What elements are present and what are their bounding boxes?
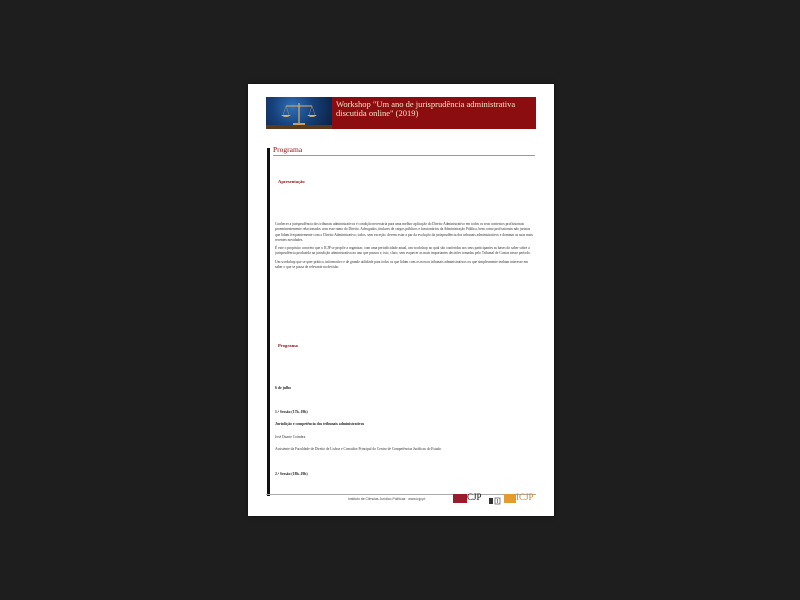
- left-accent-bar: [267, 148, 270, 496]
- cjp-logo: [453, 493, 485, 507]
- apresentacao-heading: Apresentação: [278, 179, 305, 184]
- scales-of-justice-icon: [266, 97, 332, 129]
- cjp-logo-text: CJP: [467, 492, 482, 502]
- session-1-speaker: José Duarte Coimbra: [275, 435, 306, 439]
- icjp-logo-text: ICJP: [516, 492, 534, 502]
- session-1-topic: Jurisdição e competência dos tribunais administrativos: [275, 422, 365, 426]
- program-date: 6 de julho: [275, 386, 292, 390]
- session-2-title: 2.ª Sessão (18h–19h): [275, 472, 308, 476]
- paragraph: Um workshop que se quer prático, informativo e de grande utilidade para todos os que lidam com os nossos tribunais administrativos ou que simplesmente tenham interesse em saber o que se passa de relevante na decisão.: [275, 259, 529, 270]
- header-banner: [266, 97, 536, 129]
- paragraph: Conhecer a jurisprudência dos tribunais administrativos é condição necessária para uma melhor aplicação do Direito Administrativo em todos os seus contextos profissionais proeminentemente relacionados com esse ramo do Direito. Advogados, titulares de cargos públicos e funcionários da Administração Pública, bem como profissionais não juristas que lidam frequentemente com o Direito Administrativo, todos, sem exceção, devem estar a par da evolução da jurisprudência dos tribunais administrativos e dominar as suas mais recentes novidades.: [275, 222, 533, 242]
- programa-heading: Programa: [278, 343, 298, 348]
- document-page: [248, 84, 554, 516]
- icjp-logo: [504, 493, 536, 507]
- section-title: Programa: [273, 145, 535, 156]
- apresentacao-body: [275, 222, 533, 273]
- session-1-title: 1.ª Sessão (17h–19h): [275, 410, 308, 414]
- footer-text: Instituto de Ciências Jurídico-Políticas · www.icjp.pt: [348, 497, 426, 501]
- university-crest-icon: [488, 494, 502, 504]
- paragraph: É este o propósito concreto que o ICJP se propõe a organizar, com uma periodicidade anual, um workshop no qual são conferidas aos seus participantes as bases do saber sobre a jurisprudência produzida na jurisdição administrativa no ano que passou e, isto, claro, sem esquecer as mais importantes decisões tomadas pelo Tribunal de Contas nesse período.: [275, 246, 531, 256]
- title-line-2: discutida online" (2019): [336, 108, 419, 118]
- session-1-speaker-role: Assistente da Faculdade de Direito de Lisboa e Consultor Principal do Centro de Competências Jurídicas do Estado: [275, 447, 442, 451]
- title-line-1: Workshop "Um ano de jurisprudência administrativa: [336, 99, 516, 109]
- workshop-title: [332, 97, 536, 129]
